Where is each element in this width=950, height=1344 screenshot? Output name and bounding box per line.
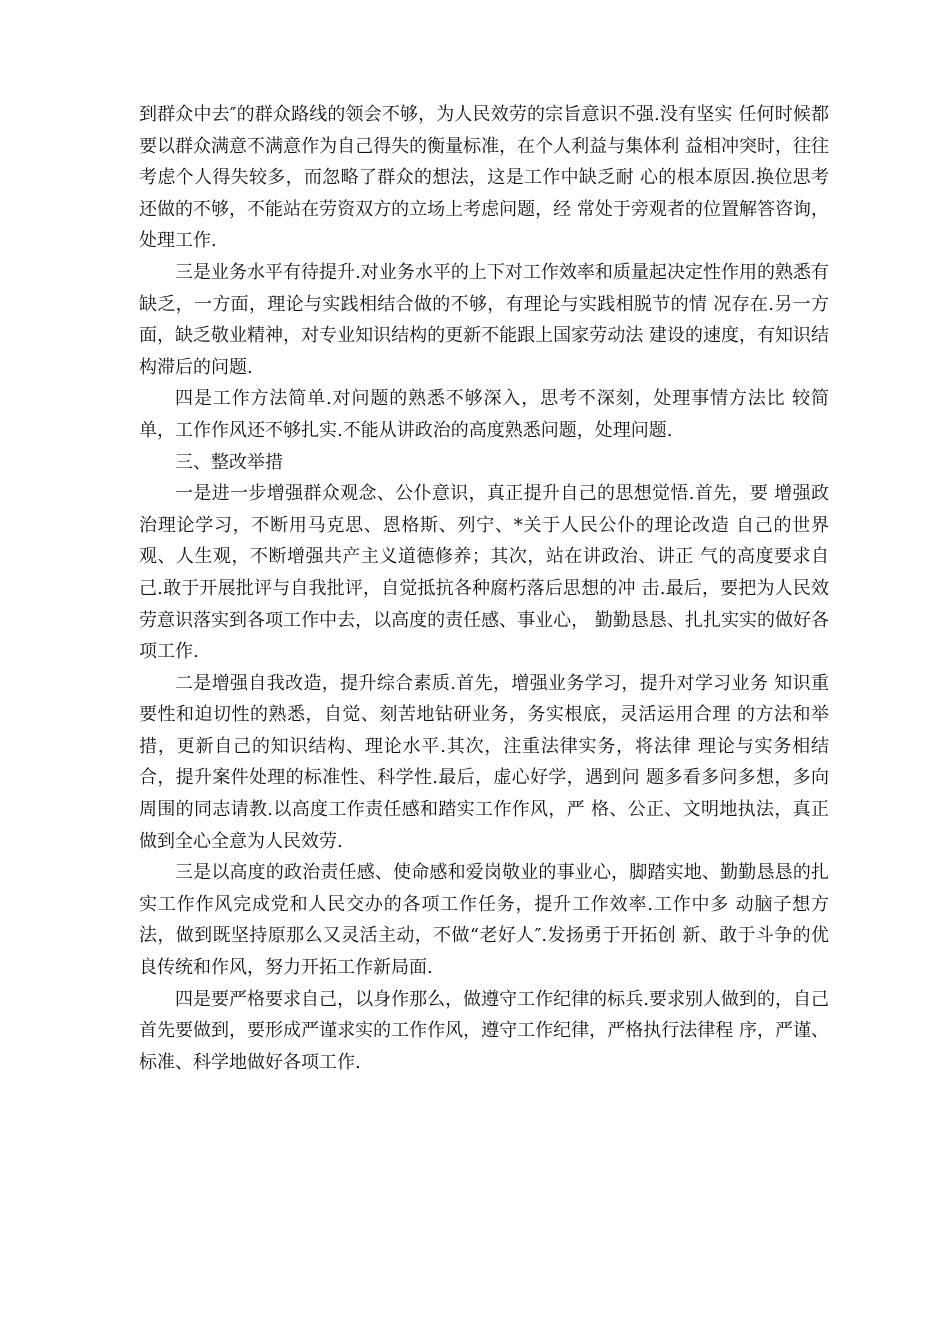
document-body bbox=[139, 99, 829, 1078]
paragraph-measure-1: 一是进一步增强群众观念、公仆意识，真正提升自己的思想觉悟.首先，要 增强政治理论学习，不断用马克思、恩格斯、列宁、*关于人民公仆的理论改造 自己的世界观、人生观，不断增强共产主义道德修养；其次，站在讲政治、讲正 气的高度要求自己.敢于开展批评与自我批评，自觉抵抗各种腐朽落后思想的冲 击.最后，要把为人民效劳意识落实到各项工作中去，以高度的责任感、事业心， 勤勤恳恳、扎扎实实的做好各项工作. bbox=[139, 483, 829, 663]
paragraph-continuation: 到群众中去″的群众路线的领会不够，为人民效劳的宗旨意识不强.没有坚实 任何时候都要以群众满意不满意作为自己得失的衡量标准，在个人利益与集体利 益相冲突时，往往考虑个人得失较多，而忽略了群众的想法，这是工作中缺乏耐 心的根本原因.换位思考还做的不够，不能站在劳资双方的立场上考虑问题，经 常处于旁观者的位置解答咨询，处理工作. bbox=[139, 104, 829, 252]
section-heading-rectification: 三、整改举措 bbox=[175, 451, 283, 473]
paragraph-measure-4: 四是要严格要求自己，以身作那么，做遵守工作纪律的标兵.要求别人做到的，自己首先要做到，要形成严谨求实的工作作风，遵守工作纪律，严格执行法律程 序，严谨、标准、科学地做好各项工作. bbox=[139, 988, 829, 1073]
paragraph-business-level: 三是业务水平有待提升.对业务水平的上下对工作效率和质量起决定性作用的熟悉有缺乏，一方面，理论与实践相结合做的不够，有理论与实践相脱节的情 况存在.另一方面，缺乏敬业精神，对专业知识结构的更新不能跟上国家劳动法 建设的速度，有知识结构滞后的问题. bbox=[139, 261, 829, 378]
paragraph-measure-2: 二是增强自我改造，提升综合素质.首先，增强业务学习，提升对学习业务 知识重要性和迫切性的熟悉，自觉、刻苦地钻研业务，务实根底，灵活运用合理 的方法和举措，更新自己的知识结构、理论水平.其次，注重法律实务，将法律 理论与实务相结合，提升案件处理的标准性、科学性.最后，虚心好学，遇到问 题多看多问多想，多向周围的同志请教.以高度工作责任感和踏实工作作风，严 格、公正、文明地执法，真正做到全心全意为人民效劳. bbox=[139, 672, 829, 852]
paragraph-measure-3: 三是以高度的政治责任感、使命感和爱岗敬业的事业心，脚踏实地、勤勤恳恳的扎实工作作风完成党和人民交办的各项工作任务，提升工作效率.工作中多 动脑子想方法，做到既坚持原那么又灵活主动，不做“老好人″.发扬勇于开拓创 新、敢于斗争的优良传统和作风，努力开拓工作新局面. bbox=[139, 862, 829, 979]
paragraph-work-method: 四是工作方法简单.对问题的熟悉不够深入，思考不深刻，处理事情方法比 较简单，工作作风还不够扎实.不能从讲政治的高度熟悉问题，处理问题. bbox=[139, 388, 829, 441]
